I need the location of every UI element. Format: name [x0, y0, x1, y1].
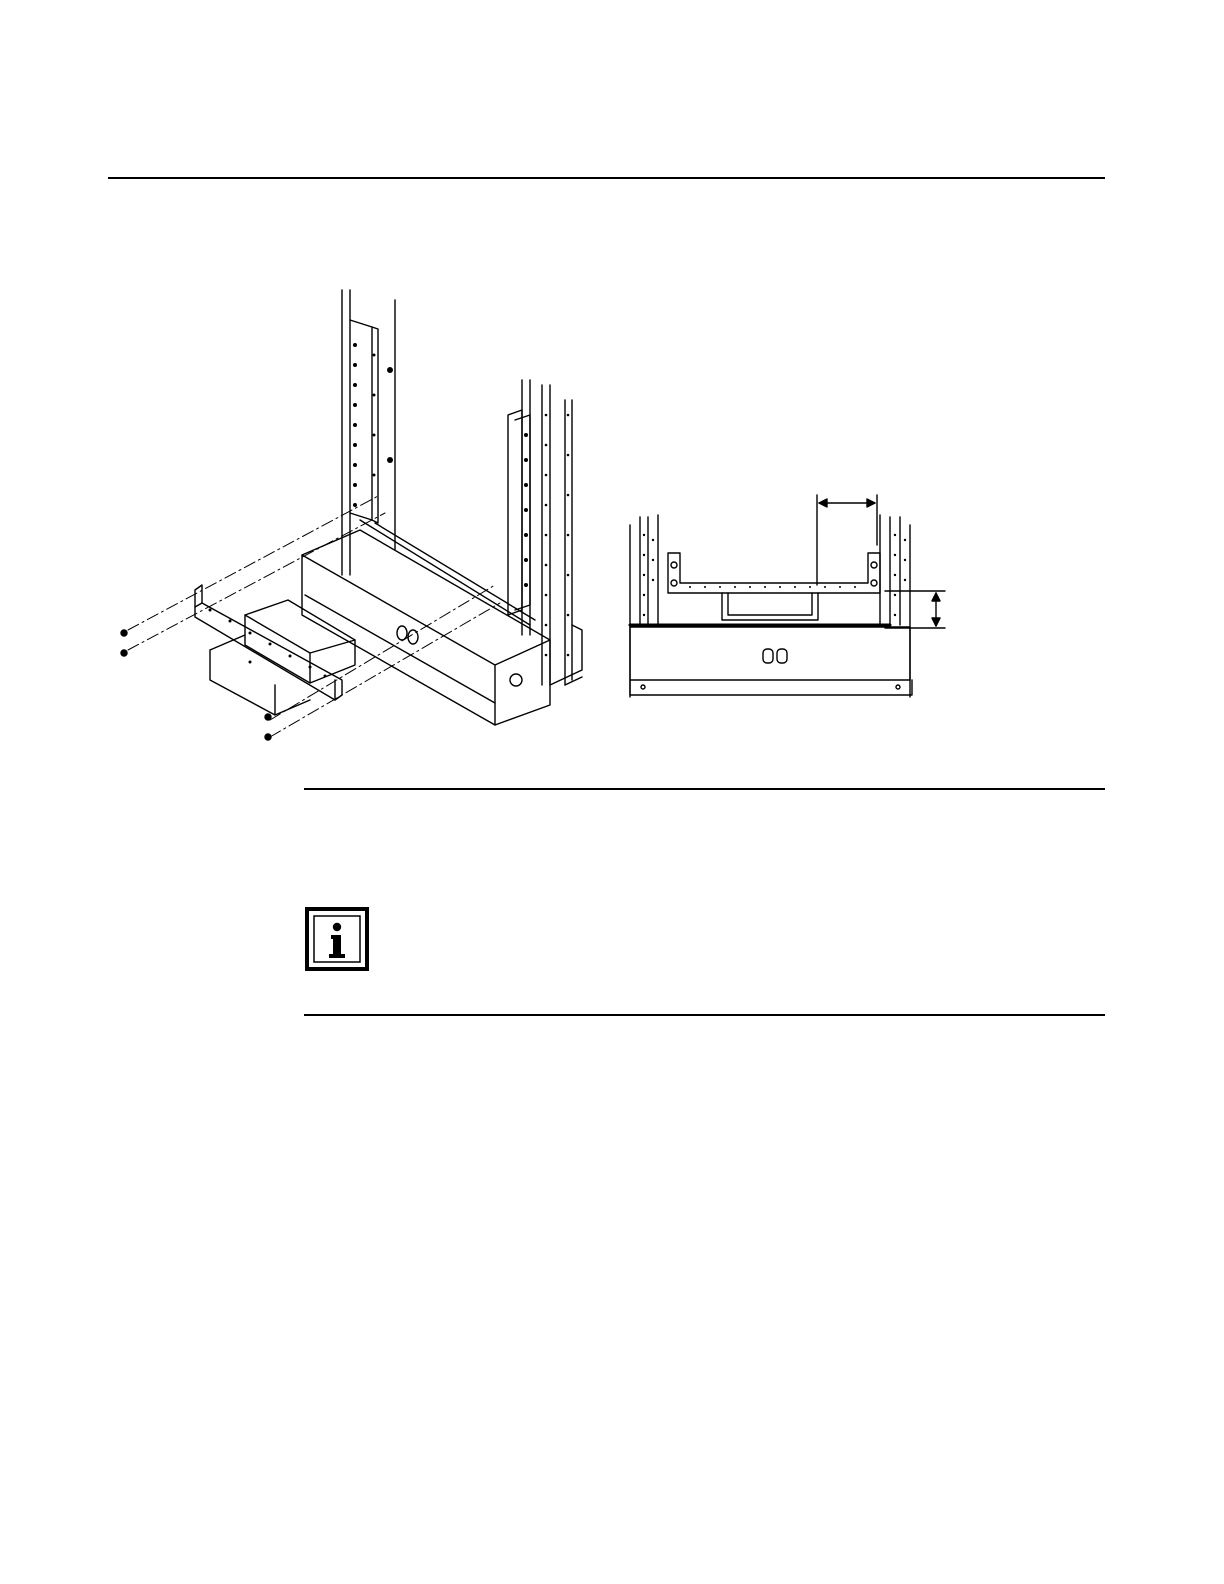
note-rule-top — [304, 788, 1105, 790]
header-rule — [108, 177, 1105, 179]
rack-mount-drawing — [110, 285, 960, 745]
note-rule-bottom — [304, 1014, 1105, 1016]
front-view — [630, 495, 945, 697]
info-icon — [305, 907, 369, 971]
isometric-view — [121, 290, 582, 740]
